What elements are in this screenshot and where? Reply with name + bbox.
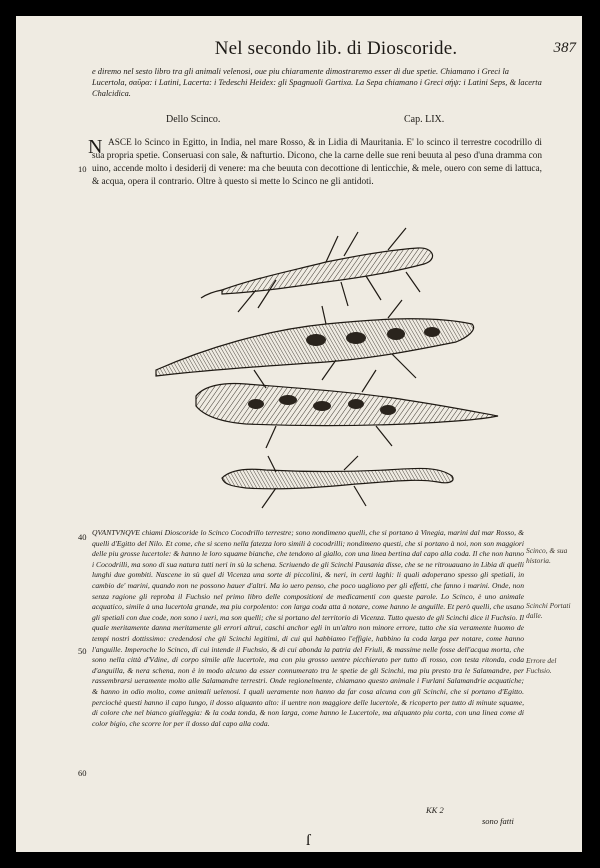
margin-note: Scinco, & sua historia.	[526, 546, 568, 565]
margin-note: Scinchi Portati dalle.	[526, 601, 571, 620]
line-number: 60	[78, 768, 87, 778]
book-page	[16, 16, 582, 852]
running-title: Nel secondo lib. di Dioscoride.	[214, 38, 458, 59]
line-number: 10	[78, 164, 87, 174]
handwritten-mark: ſ	[306, 832, 311, 849]
catchword: sono fatti	[482, 816, 514, 826]
margin-note: Errore del Fuchsio.	[526, 656, 557, 675]
drop-cap: N	[88, 136, 103, 158]
four-lizards-woodcut-icon	[126, 220, 506, 516]
signature-mark: KK 2	[426, 805, 444, 815]
commentary-text: QVANTVNQVE chiami Dioscoride lo Scinco Cocodrillo terrestre; sono nondimeno quelli, che si portano à Vinegia, marini dal mar Rosso, & quelli d'Egitto del Nilo. Et come, che si sceno nella fatezza loro simili à cocodrilli; nondimeno questi, che si portano à noi, non son maggiori delle piu grosse lucertole: & hanno le loro squame bianche, che tendono al giallo, con una linea bertina dal capo alla coda. Il che non hanno i Cocodrilli, ma sono di sua natura tutti neri in sù la schena. Scriuendo de gli Scinchi Pausania disse, che se ne ritrouauano in Libia di quelli lunghi due gombiti. Nascene in sù quel di Vicenza una sorte di piccolini, & neri, in certi laghi: li quali adoperano spesso gli spetiali, in cambio de' marini, quando non ne possono hauer d'altri. Ma io uero penso, che poco uagliono per gli effetti, che fanno i marini. Onde, non senza ragione gli reproba il Fuchsio nel primo libro delle compositioni de medicamenti con queste parole. Lo Scinco, è uno animale acquatico, simile à una lucertola grande, ma piu corpolento: con larga coda atta à notare, come hanno le anguille. Et però quelli, che usano gli spetiali con due code, non sono i ueri, ma son quelli; che si portano del territorio di Vicenza. Tutto questo de gli Scinchi dice il Fuchsio. Il quale meritamente danna meritamente gli errori altrui, caschi anchor egli in un'altro non minore errore, tutto che sia veramente huomo de tempi nostri dottissimo: credendosi che gli Scinchi legitimi, di cui quì habbiamo l'effigie, habbino la coda larga per notare, come hanno l'anguille. Imperoche lo Scinco, di cui intende il Fuchsio, & di cui abonda la patria del Friuli, & massime nelle fosse dell'acqua morta, che sono nella città d'Vdine, di corpo simile alle lucertole, ma con piu grosso uentre picchierato per tutto di rosso, con testa ritonda, coda d'anguilla, & nera schena, non è in modo alcuno da esser connumerato tra le spetie de gli Scinchi, ma piu presto tra le Salamandre, per rassembrarsi ueramente molto alle Salamandre terrestri. Onde regionelmente, chiamano questo animale i Furlani Salamandrie acquatiche; & hanno in odio molto, come animali uelenosi. I quali ueramente non hanno da far cosa alcuna con gli Scinchi, che si portano d'Egitto. perciochè questi hanno il capo lungo, il dosso alquanto alto: il uentre non maggiore delle lucertole, & ricoperto per tutto di minute squame, di colore che nel bianco gialleggia: & la coda tonda, & non larga, come hanno le Lucertole, ma alquanto piu corta, con una linea come di color bigio, che scorre lor per il dosso dal capo alla coda.	[92, 528, 524, 728]
chapter-number: Cap. LIX.	[404, 114, 445, 125]
chapter-title: Dello Scinco.	[166, 114, 221, 125]
chapter-text: ASCE lo Scinco in Egitto, in India, nel mare Rosso, & in Lidia di Mauritania. E' lo scinco il terrestre cocodrillo di sua propria spetie. Conseruasi con sale, & nafturtio. Dicono, che la carne delle sue reni beuuta al peso d'una dramma con uino, accende molto i desiderij di venere: ma che beuuta con decottione di lenticchie, & mele, ouero con seme di lattuca, & acqua, opera il contrario. Oltre à questo si mette lo Scinco ne gli antidoti.	[92, 138, 542, 187]
line-number: 50	[78, 646, 87, 656]
line-number: 40	[78, 532, 87, 542]
intro-text: e diremo nel sesto libro tra gli animali velenosi, oue piu chiaramente dimostraremo esser di due spetie. Chiamano i Greci la Lucertola, σαῦρα: i Latini, Lacerta: i Tedeschi Heidex: gli Spagnuoli Gartixa. La Sepa chiamano i Greci σήψ: i Latini Seps, & lacerta Chalcidica.	[92, 67, 542, 98]
folio-number: 387	[553, 40, 576, 56]
